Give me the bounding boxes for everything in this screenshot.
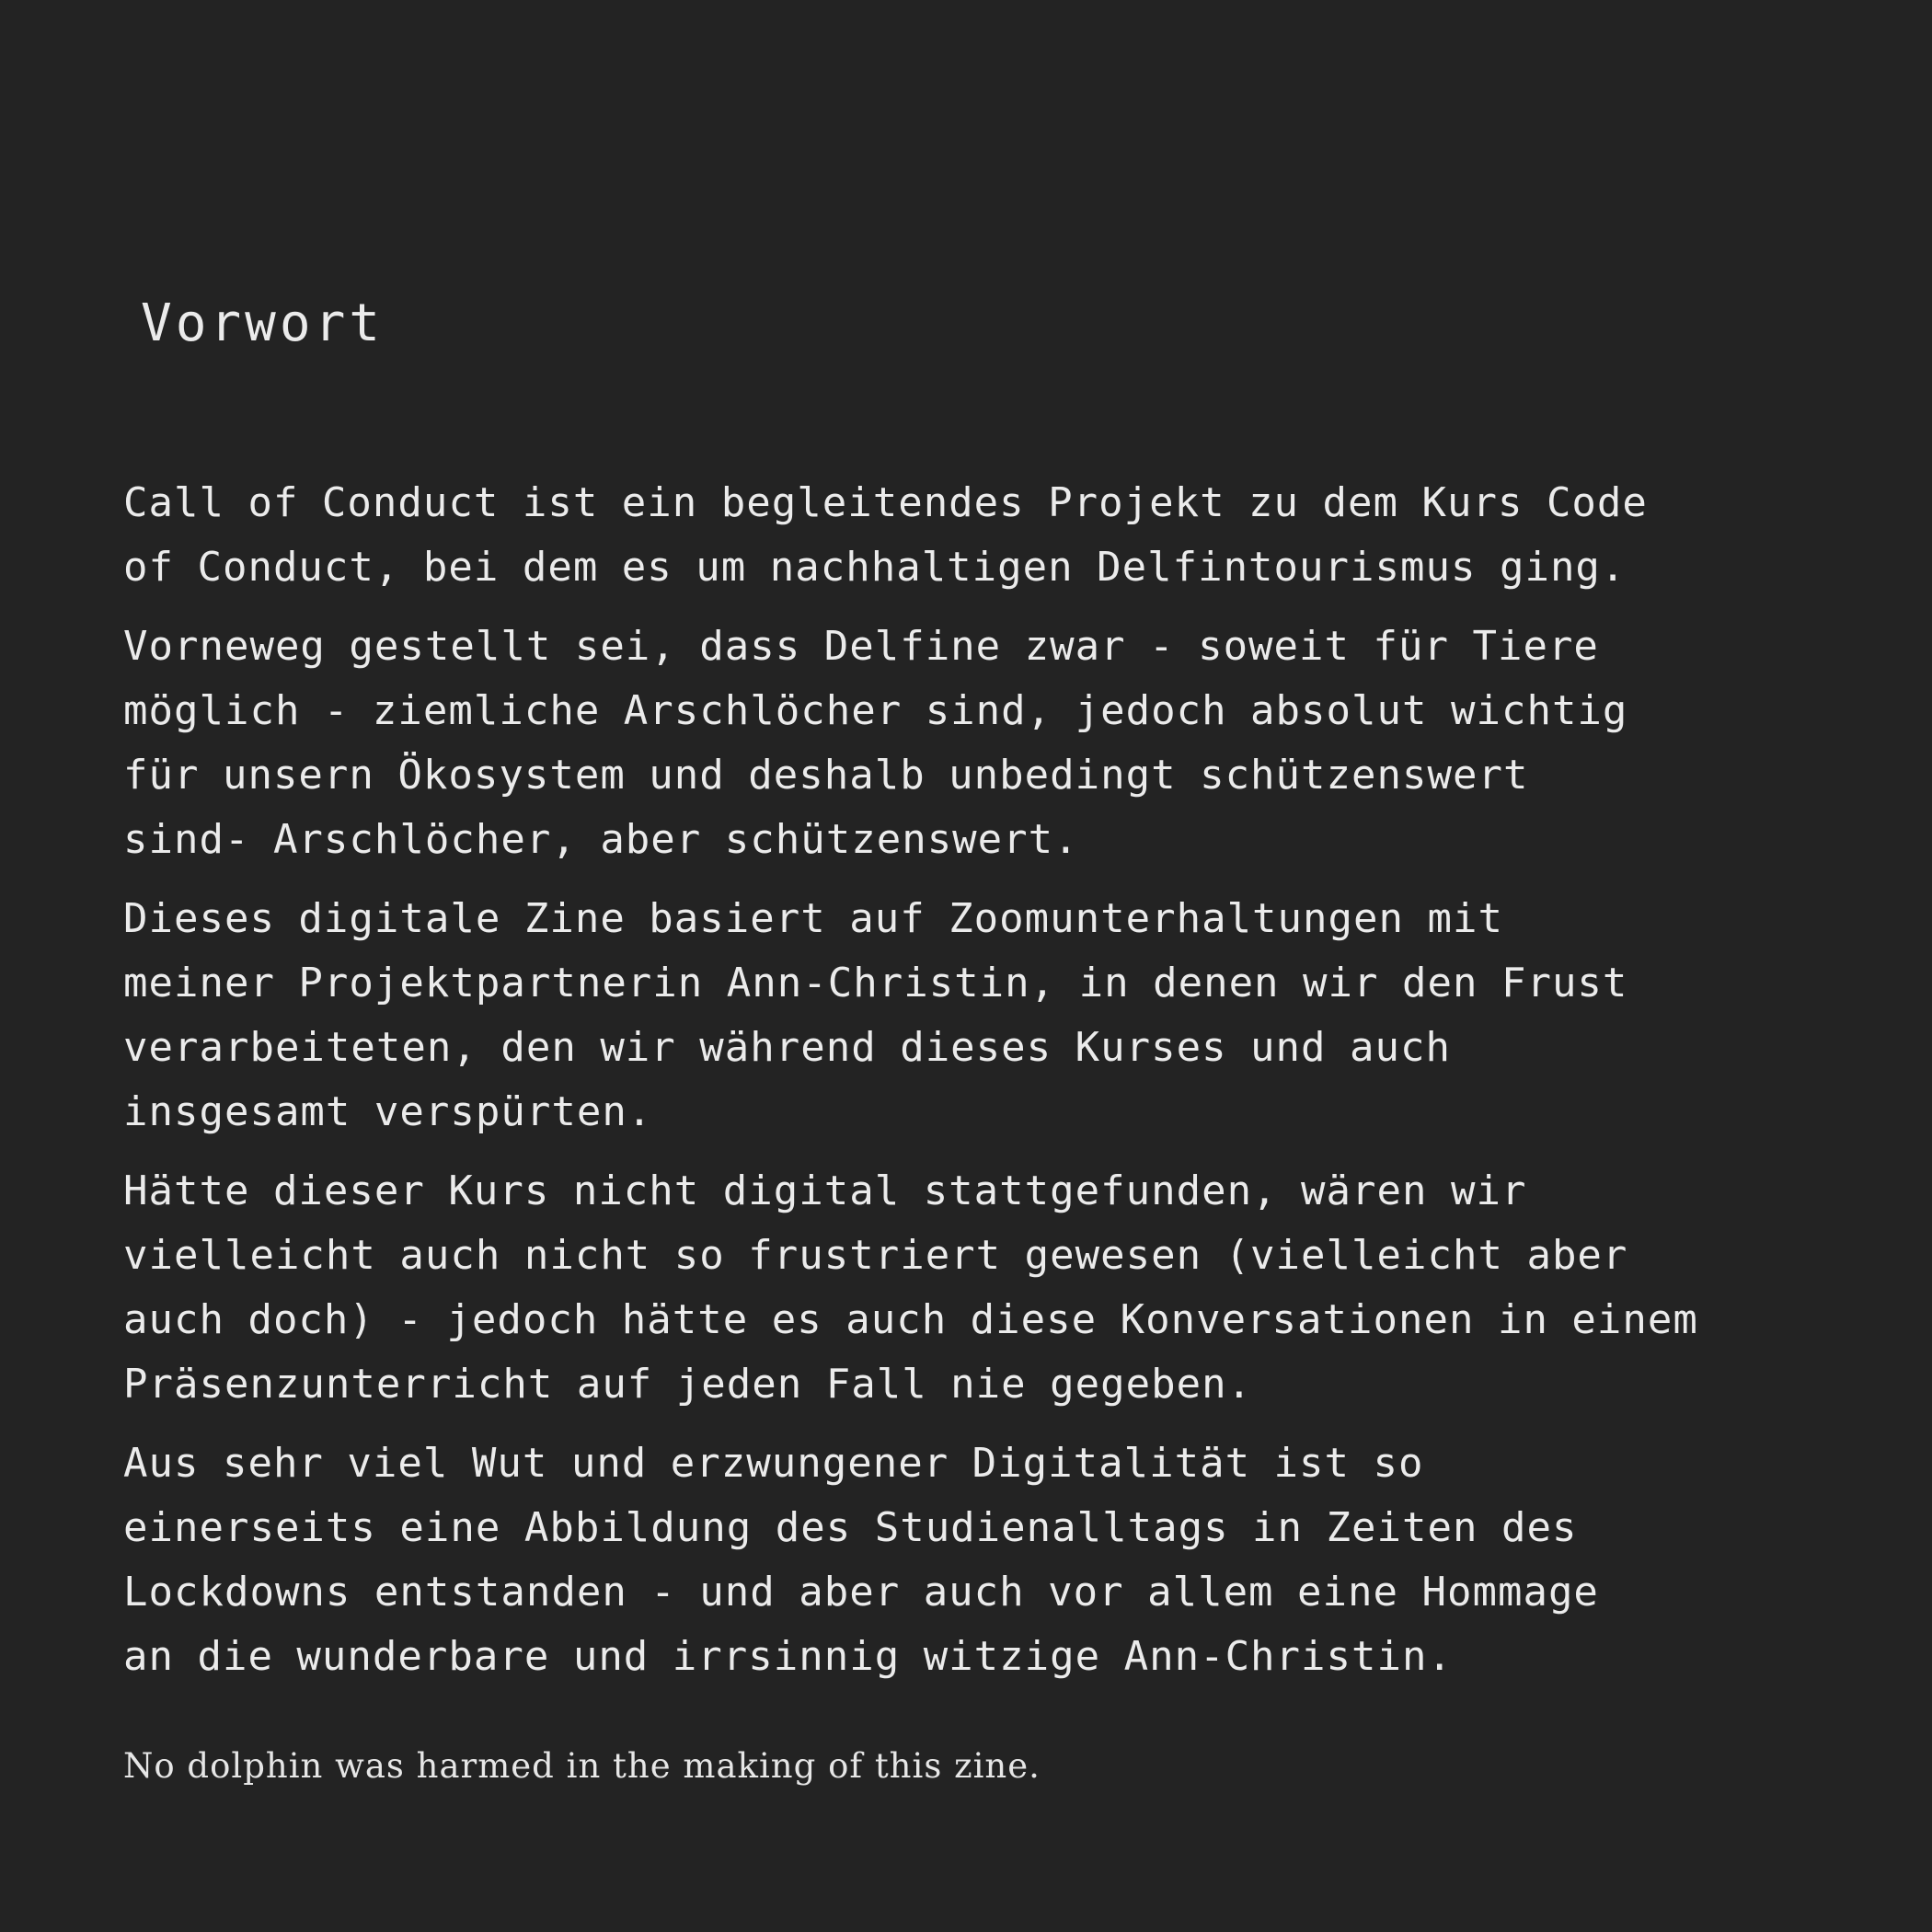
- paragraph-2: Vorneweg gestellt sei, dass Delfine zwar - soweit für Tiere möglich - ziemliche Arschlöcher sind, jedoch absolut wichtig für unsern Ökosystem und deshalb unbedingt schützenswert sind- Arschlöcher, aber schützenswert.: [123, 623, 1628, 863]
- body-text: [123, 471, 1834, 1704]
- paragraph-1: Call of Conduct ist ein begleitendes Projekt zu dem Kurs Code of Conduct, bei dem es um nachhaltigen Delfintourismus ging.: [123, 479, 1648, 591]
- footnote: No dolphin was harmed in the making of this zine.: [123, 1746, 1041, 1786]
- page-title: Vorwort: [141, 293, 385, 353]
- paragraph-3: Dieses digitale Zine basiert auf Zoomunterhaltungen mit meiner Projektpartnerin Ann-Christin, in denen wir den Frust verarbeiteten, den wir während dieses Kurses und auch insgesamt verspürten.: [123, 895, 1628, 1135]
- paragraph-5: Aus sehr viel Wut und erzwungener Digitalität ist so einerseits eine Abbildung des Studienalltags in Zeiten des Lockdowns entstanden - und aber auch vor allem eine Hommage an die wunderbare und irrsinnig witzige Ann-Christin.: [123, 1440, 1599, 1680]
- paragraph-4: Hätte dieser Kurs nicht digital stattgefunden, wären wir vielleicht auch nicht so frustriert gewesen (vielleicht aber auch doch) - jedoch hätte es auch diese Konversationen in einem Präsenzunterricht auf jeden Fall nie gegeben.: [123, 1167, 1698, 1408]
